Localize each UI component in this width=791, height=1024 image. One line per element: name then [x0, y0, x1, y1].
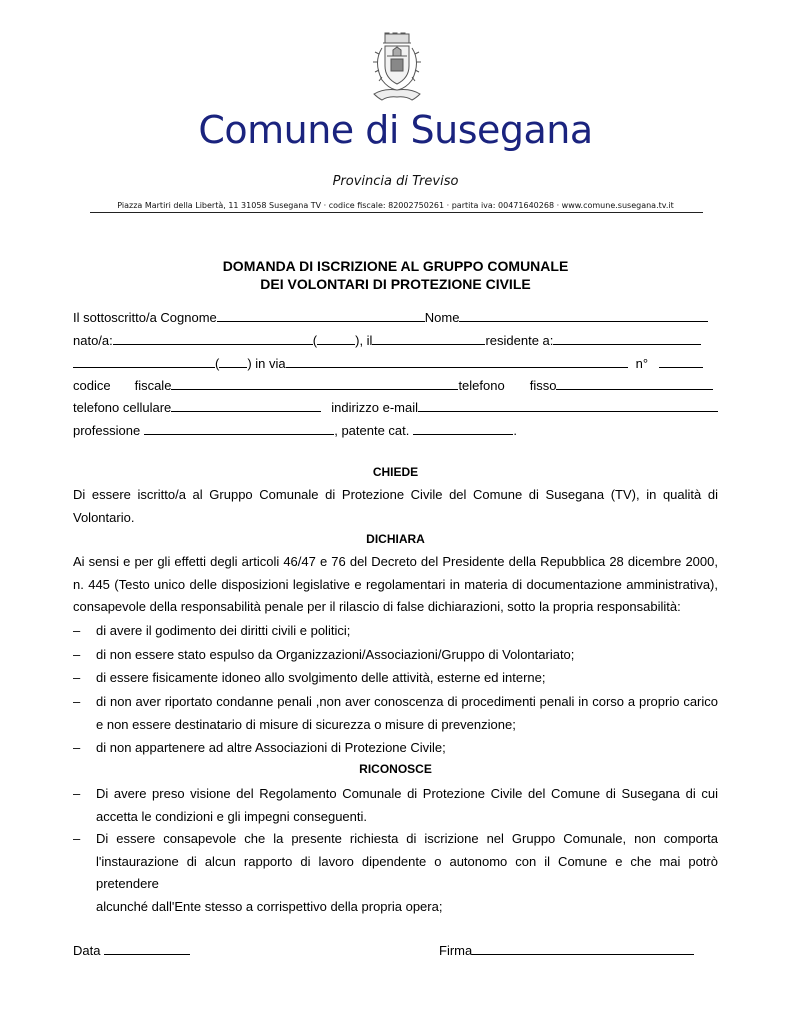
bullet-dash: – [73, 831, 81, 846]
label-license: , patente cat. [334, 423, 410, 438]
birthdate-field[interactable] [372, 333, 485, 345]
label-street: ) in via [247, 356, 286, 371]
label-paren-open-2: ( [215, 356, 220, 371]
form-line-birth-residence [73, 333, 718, 348]
form-line-profession-license [73, 423, 718, 438]
chiede-paragraph [73, 484, 718, 529]
document-title-line2: DEI VOLONTARI DI PROTEZIONE CIVILE [260, 276, 531, 292]
label-resident: residente a: [485, 333, 554, 348]
label-paren-open: ( [312, 333, 318, 348]
signature-label: Firma [439, 943, 473, 958]
fiscal-code-field[interactable] [171, 378, 458, 390]
chiede-heading: CHIEDE [372, 465, 419, 479]
document-title-line1: DOMANDA DI ISCRIZIONE AL GRUPPO COMUNALE [222, 258, 569, 274]
name-field[interactable] [459, 310, 708, 322]
profession-field[interactable] [144, 423, 334, 435]
bullet-dash: – [73, 694, 81, 709]
street-field[interactable] [286, 356, 628, 368]
license-field[interactable] [413, 423, 513, 435]
riconosce-item2-line1: Di essere consapevole che la presente richiesta di iscrizione nel Gruppo Comunale, non comporta [96, 831, 718, 846]
signature-field[interactable] [472, 943, 694, 955]
residence-province-field[interactable] [219, 356, 247, 368]
dichiara-heading: DICHIARA [366, 532, 425, 546]
form-line-mobile-email [73, 400, 718, 415]
label-period: . [513, 423, 518, 438]
chiede-line2: Volontario. [73, 509, 135, 525]
bullet-dash: – [73, 670, 81, 685]
form-line-surname-name [73, 310, 718, 325]
dichiara-paragraph [73, 551, 718, 619]
label-profession: professione [73, 423, 141, 438]
residence-field[interactable] [553, 333, 701, 345]
email-field[interactable] [418, 400, 718, 412]
signature-block [439, 943, 694, 958]
date-field[interactable] [104, 943, 190, 955]
label-surname: Il sottoscritto/a Cognome [73, 310, 217, 325]
form-line-address [73, 356, 718, 371]
surname-field[interactable] [217, 310, 425, 322]
riconosce-item1-line1: Di avere preso visione del Regolamento Comunale di Protezione Civile del Comune di Susegana di cui [96, 786, 718, 801]
bullet-dash: – [73, 740, 81, 755]
dichiara-item-text: di avere il godimento dei diritti civili e politici; [96, 623, 351, 638]
house-number-field[interactable] [659, 356, 703, 368]
dichiara-line2: n. 445 (Testo unico delle disposizioni legislative e regolamentari in materia di documentazione amministrativa), [73, 576, 718, 592]
residence-city-field[interactable] [73, 356, 215, 368]
label-phone: telefono [458, 378, 505, 393]
chiede-line1: Di essere iscritto/a al Gruppo Comunale di Protezione Civile del Comune di Susegana (TV), in qualità di [73, 487, 718, 502]
riconosce-item-text [96, 828, 718, 918]
province-subtitle: Provincia di Treviso [332, 174, 459, 189]
form-line-fiscal-phone [73, 378, 718, 393]
dichiara-item-line2: e non essere destinatario di misure di sicurezza o misure di prevenzione; [96, 716, 516, 732]
dichiara-item-text [96, 691, 718, 736]
bullet-dash: – [73, 623, 81, 638]
dichiara-item-text: di non essere stato espulso da Organizzazioni/Associazioni/Gruppo di Volontariato; [96, 647, 575, 662]
label-landline: fisso [529, 378, 557, 393]
birth-province-field[interactable] [317, 333, 355, 345]
dichiara-item-text: di non appartenere ad altre Associazioni di Protezione Civile; [96, 740, 446, 755]
riconosce-item-text [96, 783, 718, 828]
date-block [73, 943, 190, 958]
header-divider [90, 212, 703, 213]
riconosce-heading: RICONOSCE [359, 762, 432, 776]
label-email: indirizzo e-mail [331, 400, 418, 415]
bullet-dash: – [73, 786, 81, 801]
dichiara-item-line1: di non aver riportato condanne penali ,non aver conoscenza di procedimenti penali in corso a proprio carico [96, 694, 718, 709]
dichiara-line1: Ai sensi e per gli effetti degli articoli 46/47 e 76 del Decreto del Presidente della Repubblica 28 dicembre 2000, [73, 554, 718, 569]
date-label: Data [73, 943, 101, 958]
label-date: ), il [355, 333, 373, 348]
label-born: nato/a: [73, 333, 113, 348]
riconosce-item2-line3: alcunché dall'Ente stesso a corrispettivo della propria opera; [96, 898, 443, 914]
label-number: n° [635, 356, 649, 371]
riconosce-item1-line2: accetta le condizioni e gli impegni conseguenti. [96, 808, 368, 824]
dichiara-line3: consapevole della responsabilità penale per il rilascio di false dichiarazioni, sotto la propria responsabilità: [73, 599, 681, 614]
riconosce-item2-line2: l'instaurazione di alcun rapporto di lavoro dipendente o autonomo con il Comune e che mai potrò pretendere [96, 853, 718, 891]
birthplace-field[interactable] [113, 333, 313, 345]
municipal-crest-icon [366, 32, 428, 108]
label-codice: codice [73, 378, 111, 393]
landline-field[interactable] [556, 378, 713, 390]
address-line: Piazza Martiri della Libertà, 11 31058 Susegana TV · codice fiscale: 82002750261 · partita iva: 00471640268 · www.comune.susegana.tv.it [117, 201, 674, 210]
dichiara-item-text: di essere fisicamente idoneo allo svolgimento delle attività, esterne ed interne; [96, 670, 546, 685]
document-title [0, 257, 791, 293]
label-mobile: telefono cellulare [73, 400, 172, 415]
bullet-dash: – [73, 647, 81, 662]
label-name: Nome [424, 310, 460, 325]
municipality-title: Comune di Susegana [198, 108, 593, 152]
label-fiscale: fiscale [134, 378, 172, 393]
mobile-field[interactable] [171, 400, 321, 412]
